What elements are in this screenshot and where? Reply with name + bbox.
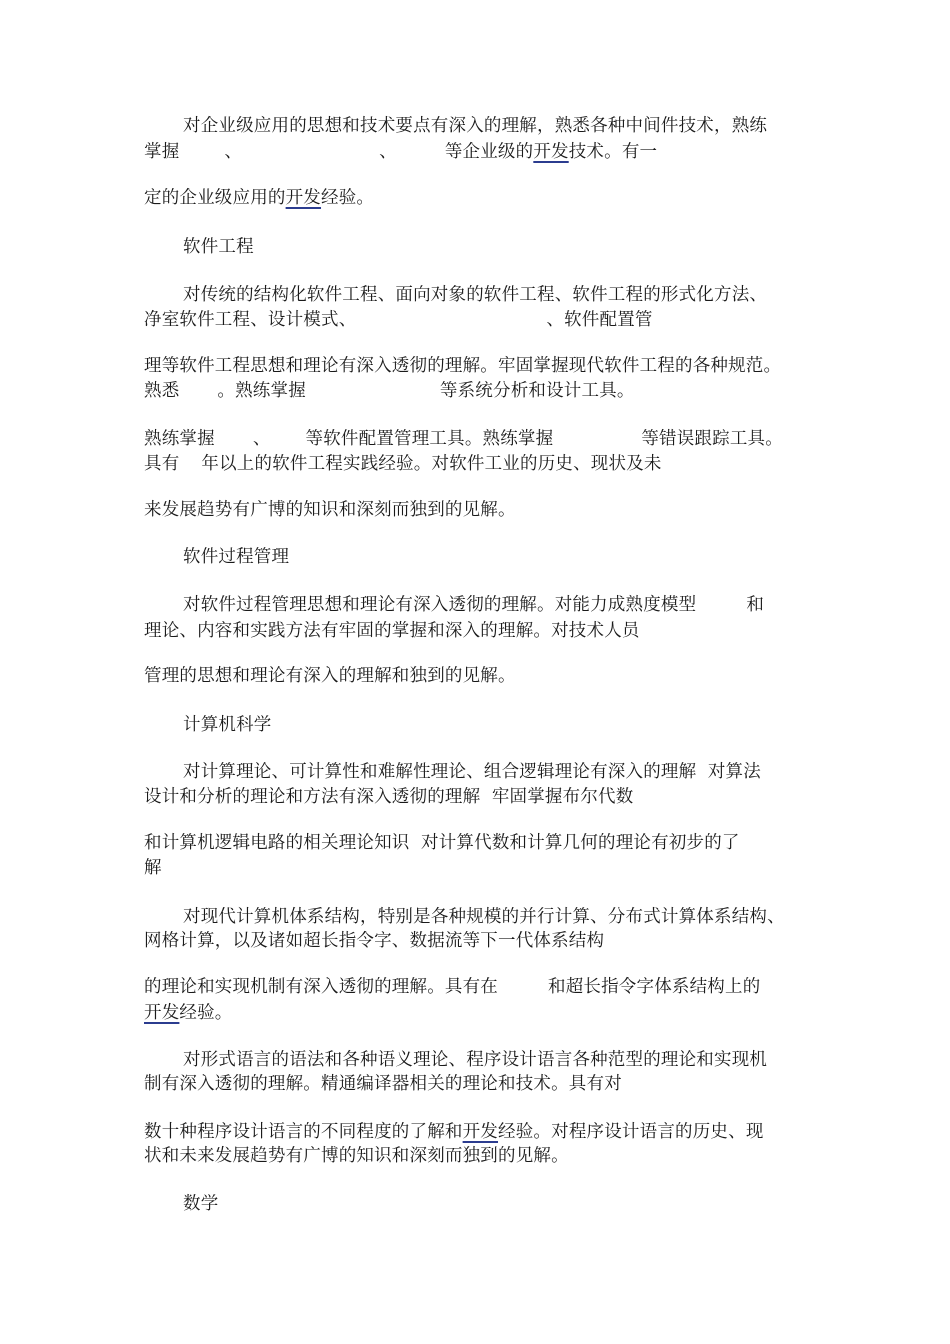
paragraph-line: 对形式语言的语法和各种语义理论、程序设计语言各种范型的理论和实现机	[183, 1050, 768, 1070]
paragraph-line: 设计和分析的理论和方法有深入透彻的理解 牢固掌握布尔代数	[144, 787, 634, 807]
paragraph-line: 对传统的结构化软件工程、面向对象的软件工程、软件工程的形式化方法、	[183, 285, 768, 305]
paragraph-line: 和计算机逻辑电路的相关理论知识 对计算代数和计算几何的理论有初步的了	[144, 833, 740, 853]
paragraph-line: 来发展趋势有广博的知识和深刻而独到的见解。	[144, 500, 516, 520]
paragraph-line: 管理的思想和理论有深入的理解和独到的见解。	[144, 666, 516, 686]
paragraph-line: 净室软件工程、设计模式、 、软件配置管	[144, 310, 653, 330]
paragraph-line: 理论、内容和实践方法有牢固的掌握和深入的理解。对技术人员	[144, 621, 640, 641]
paragraph-line: 对企业级应用的思想和技术要点有深入的理解，熟悉各种中间件技术，熟练	[183, 116, 768, 136]
paragraph-line: 网格计算，以及诸如超长指令字、数据流等下一代体系结构	[144, 931, 605, 951]
paragraph-line: 解	[144, 858, 162, 878]
section-heading: 数学	[183, 1194, 219, 1214]
paragraph-line: 状和未来发展趋势有广博的知识和深刻而独到的见解。	[144, 1146, 569, 1166]
paragraph-line: 对现代计算机体系结构，特别是各种规模的并行计算、分布式计算体系结构、	[183, 907, 785, 927]
paragraph-line: 定的企业级应用的开发经验。	[144, 188, 375, 208]
paragraph-line: 理等软件工程思想和理论有深入透彻的理解。牢固掌握现代软件工程的各种规范。	[144, 356, 782, 376]
kaifa-link[interactable]: 开发	[462, 1122, 499, 1142]
section-heading: 软件过程管理	[183, 547, 290, 567]
kaifa-link[interactable]: 开发	[285, 188, 322, 208]
paragraph-line: 熟悉 。熟练掌握 等系统分析和设计工具。	[144, 381, 635, 401]
paragraph-line: 熟练掌握 、 等软件配置管理工具。熟练掌握 等错误跟踪工具。	[144, 429, 783, 449]
paragraph-line: 数十种程序设计语言的不同程度的了解和开发经验。对程序设计语言的历史、现	[144, 1122, 764, 1142]
paragraph-line: 具有 年以上的软件工程实践经验。对软件工业的历史、现状及未	[144, 454, 662, 474]
paragraph-line: 对计算理论、可计算性和难解性理论、组合逻辑理论有深入的理解 对算法	[183, 762, 761, 782]
paragraph-line: 对软件过程管理思想和理论有深入透彻的理解。对能力成熟度模型 和	[183, 595, 765, 615]
section-heading: 计算机科学	[183, 715, 272, 735]
paragraph-line: 开发经验。	[144, 1003, 233, 1023]
paragraph-line: 掌握 、 、 等企业级的开发技术。有一	[144, 142, 658, 162]
paragraph-line: 的理论和实现机制有深入透彻的理解。具有在 和超长指令字体系结构上的	[144, 977, 761, 997]
section-heading: 软件工程	[183, 237, 254, 257]
kaifa-link[interactable]: 开发	[144, 1003, 180, 1023]
kaifa-link[interactable]: 开发	[533, 142, 569, 162]
paragraph-line: 制有深入透彻的理解。精通编译器相关的理论和技术。具有对	[144, 1074, 622, 1094]
